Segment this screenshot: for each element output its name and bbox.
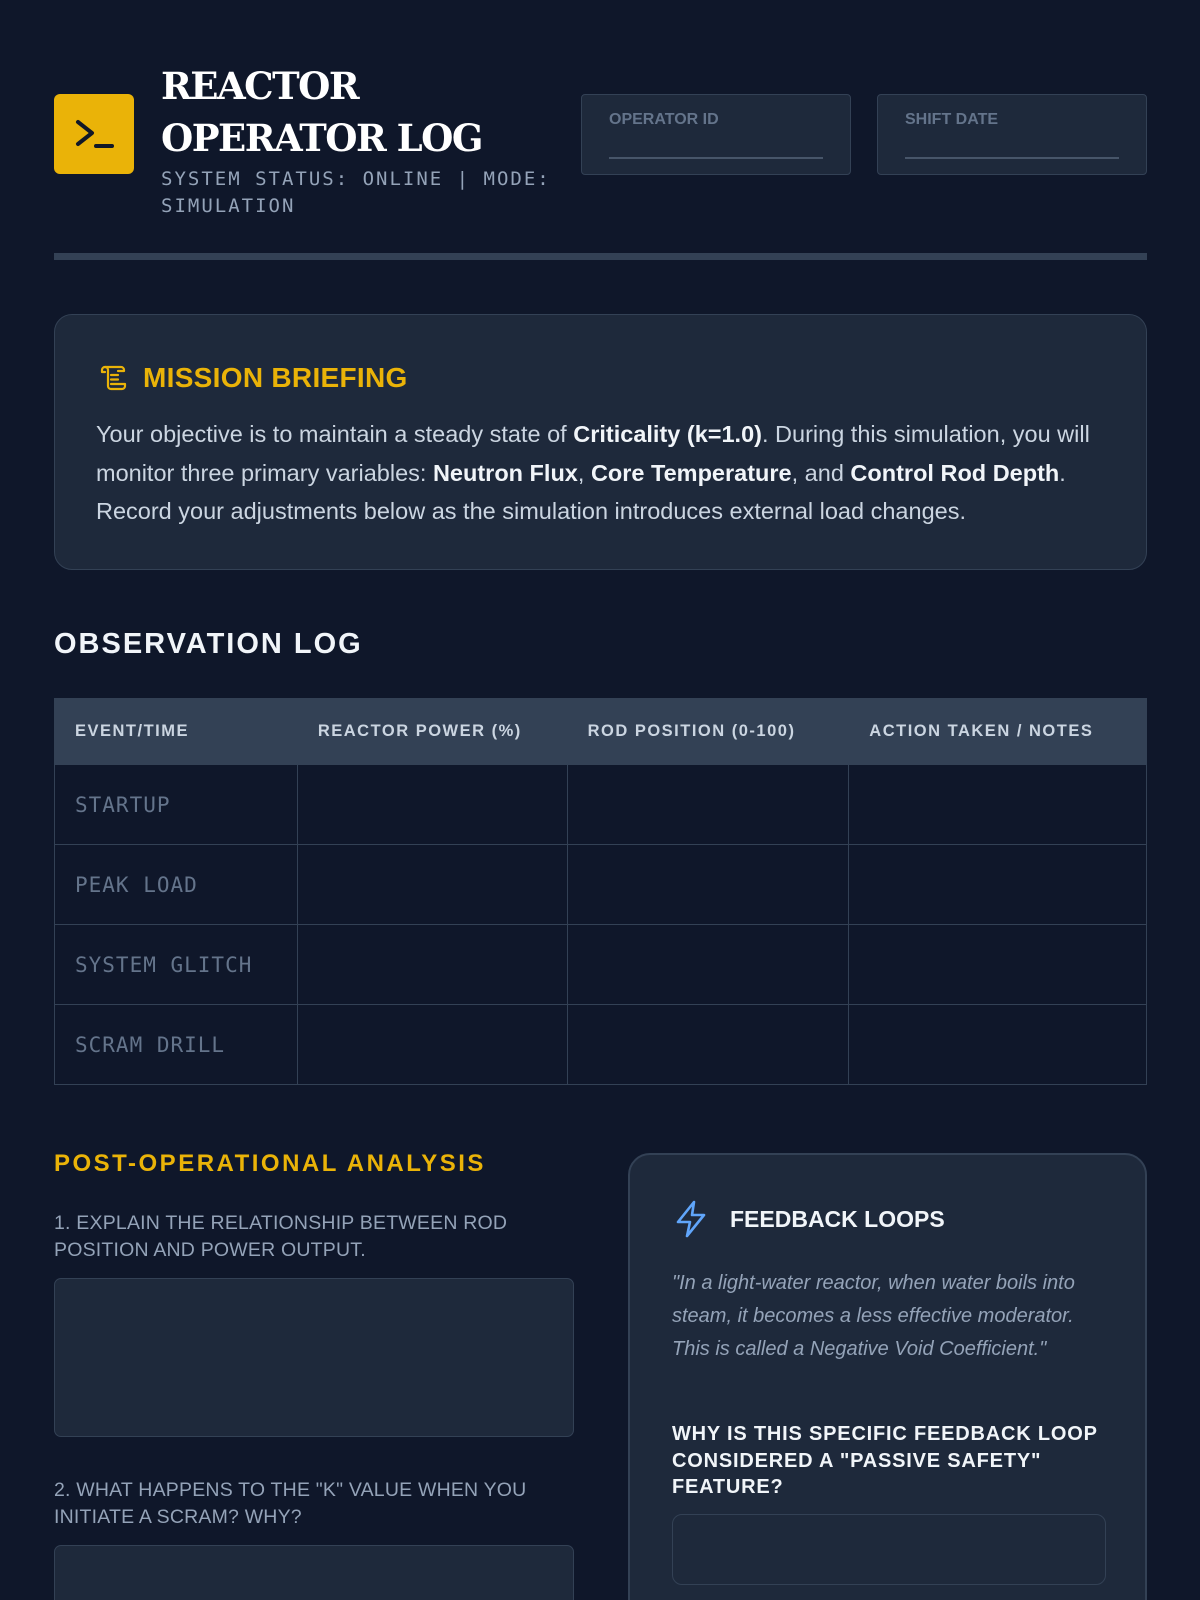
table-row xyxy=(55,925,1147,1005)
rod-cell[interactable] xyxy=(567,1005,849,1085)
notes-cell[interactable] xyxy=(849,1005,1147,1085)
event-cell: SCRAM DRILL xyxy=(55,1005,298,1085)
header xyxy=(54,60,1147,220)
rod-cell[interactable] xyxy=(567,765,849,845)
rod-cell[interactable] xyxy=(567,845,849,925)
event-cell: SYSTEM GLITCH xyxy=(55,925,298,1005)
briefing-criticality: Criticality (k=1.0) xyxy=(573,421,762,447)
briefing-title: MISSION BRIEFING xyxy=(143,362,408,393)
answer-2-box[interactable] xyxy=(54,1545,574,1600)
event-cell: STARTUP xyxy=(55,765,298,845)
mission-briefing-card xyxy=(54,314,1147,570)
operator-id-label: OPERATOR ID xyxy=(609,111,719,128)
operator-id-underline xyxy=(609,157,823,159)
observation-table xyxy=(54,698,1147,1085)
power-cell[interactable] xyxy=(297,1005,567,1085)
header-divider xyxy=(54,253,1147,260)
column-header-power: REACTOR POWER (%) xyxy=(297,699,567,765)
notes-cell[interactable] xyxy=(849,845,1147,925)
feedback-answer-input[interactable] xyxy=(673,1515,1105,1584)
reactor-log-page xyxy=(54,0,1147,1600)
logo xyxy=(54,94,134,174)
operator-id-input[interactable] xyxy=(609,135,823,157)
briefing-text-part: . During this simulation, you will monitor three primary variables: xyxy=(96,421,1090,486)
answer-1-box[interactable] xyxy=(54,1278,574,1437)
briefing-header xyxy=(96,362,408,394)
observation-log-title: OBSERVATION LOG xyxy=(54,628,363,660)
power-cell[interactable] xyxy=(297,845,567,925)
system-status: SYSTEM STATUS: ONLINE | MODE: SIMULATION xyxy=(161,168,551,217)
feedback-question: WHY IS THIS SPECIFIC FEEDBACK LOOP CONSIDERED A "PASSIVE SAFETY" FEATURE? xyxy=(672,1423,1098,1498)
shift-date-label: SHIFT DATE xyxy=(905,111,999,128)
event-cell: PEAK LOAD xyxy=(55,845,298,925)
briefing-text-part: , xyxy=(577,459,591,486)
answer-2-input[interactable] xyxy=(55,1546,573,1600)
question-2: 2. WHAT HAPPENS TO THE "K" VALUE WHEN YOU INITIATE A SCRAM? WHY? xyxy=(54,1479,527,1528)
briefing-text-part: , and xyxy=(791,459,851,486)
briefing-text-part: . Record your adjustments below as the simulation introduces external load changes. xyxy=(96,459,1066,524)
table-header-row xyxy=(55,699,1147,765)
title-block xyxy=(161,60,571,220)
analysis-title: POST-OPERATIONAL ANALYSIS xyxy=(54,1150,486,1177)
page-title: REACTOR OPERATOR LOG xyxy=(161,64,482,160)
rod-cell[interactable] xyxy=(567,925,849,1005)
operator-id-field[interactable] xyxy=(581,94,851,175)
table-row xyxy=(55,1005,1147,1085)
column-header-event: EVENT/TIME xyxy=(55,699,298,765)
feedback-loops-card xyxy=(628,1153,1147,1600)
table-row xyxy=(55,845,1147,925)
power-cell[interactable] xyxy=(297,765,567,845)
feedback-quote: "In a light-water reactor, when water boils into steam, it becomes a less effective moderator. This is called a Negative Void Coefficient." xyxy=(672,1272,1075,1360)
scroll-icon xyxy=(96,362,128,394)
shift-date-underline xyxy=(905,157,1119,159)
analysis-section xyxy=(54,1150,574,1528)
column-header-notes: ACTION TAKEN / NOTES xyxy=(849,699,1147,765)
notes-cell[interactable] xyxy=(849,925,1147,1005)
briefing-control-rod-depth: Control Rod Depth xyxy=(850,459,1060,486)
answer-1-input[interactable] xyxy=(55,1279,573,1436)
terminal-prompt-icon xyxy=(72,114,116,154)
briefing-neutron-flux: Neutron Flux xyxy=(432,459,578,486)
feedback-answer-box[interactable] xyxy=(672,1514,1106,1585)
briefing-text-part: Your objective is to maintain a steady state of xyxy=(96,421,574,447)
column-header-rod: ROD POSITION (0-100) xyxy=(567,699,849,765)
shift-date-field[interactable] xyxy=(877,94,1147,175)
table-row xyxy=(55,765,1147,845)
feedback-header xyxy=(672,1199,945,1239)
briefing-text xyxy=(96,415,1106,531)
question-1: 1. EXPLAIN THE RELATIONSHIP BETWEEN ROD POSITION AND POWER OUTPUT. xyxy=(54,1212,508,1261)
shift-date-input[interactable] xyxy=(905,135,1119,157)
notes-cell[interactable] xyxy=(849,765,1147,845)
lightning-bolt-icon xyxy=(672,1199,710,1239)
power-cell[interactable] xyxy=(297,925,567,1005)
briefing-core-temperature: Core Temperature xyxy=(590,459,792,486)
feedback-title: FEEDBACK LOOPS xyxy=(730,1205,945,1232)
